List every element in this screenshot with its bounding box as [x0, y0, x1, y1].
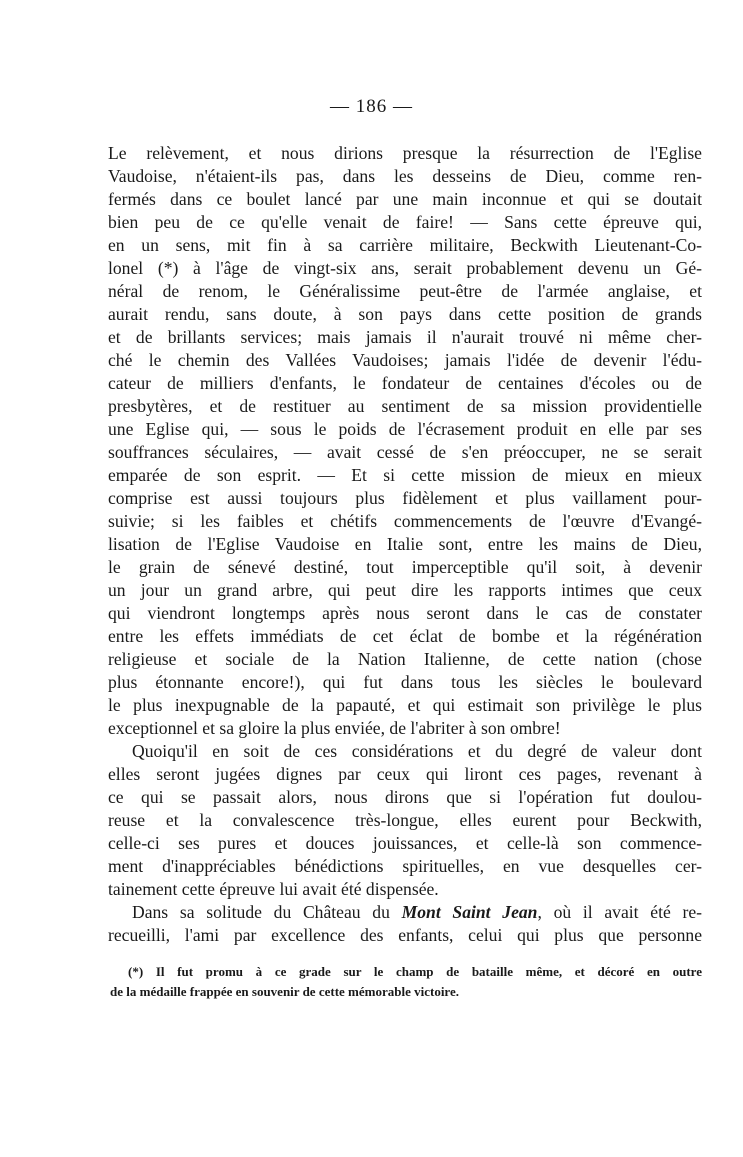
- footnote: [110, 962, 702, 1002]
- text-line: emparée de son esprit. — Et si cette mission de mieux en mieux: [108, 465, 702, 485]
- text-line: religieuse et sociale de la Nation Italienne, de cette nation (chose: [108, 649, 702, 669]
- text-line: le grain de sénevé destiné, tout imperceptible qu'il soit, à devenir: [108, 557, 702, 577]
- text-line: entre les effets immédiats de cet éclat de bombe et la régénération: [108, 626, 702, 646]
- text-line: ché le chemin des Vallées Vaudoises; jamais l'idée de devenir l'édu-: [108, 350, 702, 370]
- footnote-line: de la médaille frappée en souvenir de cette mémorable victoire.: [110, 984, 459, 999]
- text-line: et de brillants services; mais jamais il n'aurait trouvé ni même cher-: [108, 327, 702, 347]
- text-line: fermés dans ce boulet lancé par une main inconnue et qui se doutait: [108, 189, 702, 209]
- text-line: lisation de l'Eglise Vaudoise en Italie sont, entre les mains de Dieu,: [108, 534, 702, 554]
- text-line: néral de renom, le Généralissime peut-être de l'armée anglaise, et: [108, 281, 702, 301]
- text-line: lonel (*) à l'âge de vingt-six ans, serait probablement devenu un Gé-: [108, 258, 702, 278]
- text-line: tainement cette épreuve lui avait été dispensée.: [108, 879, 439, 899]
- text-line: reuse et la convalescence très-longue, elles eurent pour Beckwith,: [108, 810, 702, 830]
- line-text-after: , où il avait été re-: [537, 902, 702, 922]
- text-line: cateur de milliers d'enfants, le fondateur de centaines d'écoles ou de: [108, 373, 702, 393]
- page-number: — 186 —: [330, 96, 413, 117]
- text-line: souffrances séculaires, — avait cessé de s'en préoccuper, ne se serait: [108, 442, 702, 462]
- text-line: ment d'inappréciables bénédictions spirituelles, en vue desquelles cer-: [108, 856, 702, 876]
- text-line: plus étonnante encore!), qui fut dans tous les siècles le boulevard: [108, 672, 702, 692]
- text-line: comprise est aussi toujours plus fidèlement et plus vaillament pour-: [108, 488, 702, 508]
- text-line: un jour un grand arbre, qui peut dire les rapports intimes que ceux: [108, 580, 702, 600]
- text-line: le plus inexpugnable de la papauté, et qui estimait son privilège le plus: [108, 695, 702, 715]
- body-text: [108, 142, 702, 947]
- text-line: suivie; si les faibles et chétifs commencements de l'œuvre d'Evangé-: [108, 511, 702, 531]
- text-line: bien peu de ce qu'elle venait de faire! — Sans cette épreuve qui,: [108, 212, 702, 232]
- footnote-line: (*) Il fut promu à ce grade sur le champ de bataille même, et décoré en outre: [128, 964, 702, 979]
- paragraph-start-line: [108, 901, 702, 924]
- text-line: Le relèvement, et nous dirions presque la résurrection de l'Eglise: [108, 143, 702, 163]
- text-line: une Eglise qui, — sous le poids de l'écrasement produit en elle par ses: [108, 419, 702, 439]
- text-line: exceptionnel et sa gloire la plus enviée, de l'abriter à son ombre!: [108, 718, 561, 738]
- text-line: elles seront jugées dignes par ceux qui liront ces pages, revenant à: [108, 764, 702, 784]
- line-text-before: Dans sa solitude du Château du: [132, 902, 402, 922]
- text-line: presbytères, et de restituer au sentiment de sa mission providentielle: [108, 396, 702, 416]
- text-line: recueilli, l'ami par excellence des enfants, celui qui plus que personne: [108, 925, 702, 945]
- text-line: qui viendront longtemps après nous seront dans le cas de constater: [108, 603, 702, 623]
- text-line: Vaudoise, n'étaient-ils pas, dans les desseins de Dieu, comme ren-: [108, 166, 702, 186]
- paragraph-start-line: Quoiqu'il en soit de ces considérations et du degré de valeur dont: [132, 741, 702, 761]
- text-line: celle-ci ses pures et douces jouissances, et celle-là son commence-: [108, 833, 702, 853]
- text-line: ce qui se passait alors, nous dirons que si l'opération fut doulou-: [108, 787, 702, 807]
- place-name-italic: Mont Saint Jean: [401, 902, 538, 922]
- text-line: aurait rendu, sans doute, à son pays dans cette position de grands: [108, 304, 702, 324]
- text-line: en un sens, mit fin à sa carrière militaire, Beckwith Lieutenant-Co-: [108, 235, 702, 255]
